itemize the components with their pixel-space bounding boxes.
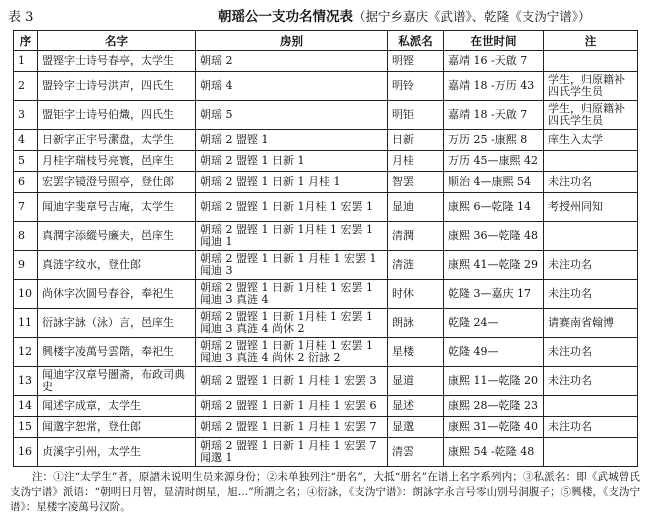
- cell-note: 庠生入太学: [544, 130, 638, 151]
- table-row: [14, 309, 638, 338]
- cell-no: 15: [14, 417, 38, 438]
- cell-paiming: 明铃: [388, 72, 444, 101]
- cell-years: 嘉靖 18 -天啟 7: [444, 101, 544, 130]
- table-title-text: 朝瑶公一支功名情况表: [218, 9, 353, 25]
- cell-name: 闻迪字斐章号吉庵，太学生: [38, 193, 196, 222]
- cell-paiming: 日新: [388, 130, 444, 151]
- cell-years: 康熙 11—乾隆 20: [444, 367, 544, 396]
- cell-name: 闻邈字恕常，登仕郎: [38, 417, 196, 438]
- cell-name: 贞溪字引州，太学生: [38, 438, 196, 467]
- cell-no: 6: [14, 172, 38, 193]
- table-row: [14, 51, 638, 72]
- col-header-years: 在世时间: [444, 31, 544, 51]
- title-row: [8, 4, 642, 26]
- cell-no: 5: [14, 151, 38, 172]
- cell-no: 2: [14, 72, 38, 101]
- cell-years: 康熙 6—乾隆 14: [444, 193, 544, 222]
- cell-name: 真潤字添縱号廉夫，邑庠生: [38, 222, 196, 251]
- cell-no: 7: [14, 193, 38, 222]
- cell-note: 考授州同知: [544, 193, 638, 222]
- cell-name: 日新字正宇号潔盘，太学生: [38, 130, 196, 151]
- cell-branch: 朝瑶 2 盟铿 1 日新 1月桂 1 宏罢 1 闻迪 1: [196, 222, 388, 251]
- cell-branch: 朝瑶 2 盟铿 1 日新 1月桂 1 宏罢 1 闻迪 3 真涟 4: [196, 280, 388, 309]
- cell-years: 康熙 54 -乾隆 48: [444, 438, 544, 467]
- table-row: [14, 193, 638, 222]
- col-header-paiming: 私派名: [388, 31, 444, 51]
- cell-branch: 朝瑶 2 盟铿 1 日新 1 月桂 1 宏罢 7: [196, 417, 388, 438]
- cell-branch: 朝瑶 2 盟铿 1 日新 1 月桂 1: [196, 172, 388, 193]
- cell-note: 学生，归原籍补四氏学生员: [544, 72, 638, 101]
- cell-branch: 朝瑶 2 盟铿 1 日新 1: [196, 151, 388, 172]
- cell-years: 乾隆 3—嘉庆 17: [444, 280, 544, 309]
- cell-no: 1: [14, 51, 38, 72]
- cell-branch: 朝瑶 2: [196, 51, 388, 72]
- cell-paiming: 明铿: [388, 51, 444, 72]
- table-row: [14, 338, 638, 367]
- col-header-note: 注: [544, 31, 638, 51]
- col-header-name: 名字: [38, 31, 196, 51]
- table-row: [14, 396, 638, 417]
- table-title: [218, 5, 591, 25]
- cell-name: 盟铿字士诗号春亭，太学生: [38, 51, 196, 72]
- cell-branch: 朝瑶 2 盟铿 1 日新 1 月桂 1 宏罢 6: [196, 396, 388, 417]
- cell-paiming: 显道: [388, 367, 444, 396]
- col-header-no: 序: [14, 31, 38, 51]
- cell-paiming: 清潤: [388, 222, 444, 251]
- cell-name: 盟钜字士诗号伯熾，四氏生: [38, 101, 196, 130]
- cell-branch: 朝瑶 5: [196, 101, 388, 130]
- cell-branch: 朝瑶 2 盟铿 1: [196, 130, 388, 151]
- table-row: [14, 438, 638, 467]
- cell-note: [544, 438, 638, 467]
- table-row: [14, 151, 638, 172]
- cell-years: 万历 45—康熙 42: [444, 151, 544, 172]
- cell-years: 嘉靖 18 -万历 43: [444, 72, 544, 101]
- cell-no: 8: [14, 222, 38, 251]
- cell-no: 12: [14, 338, 38, 367]
- cell-name: 闻迪字汉章号闇斋，布政司典史: [38, 367, 196, 396]
- cell-note: [544, 51, 638, 72]
- cell-branch: 朝瑶 2 盟铿 1 日新 1月桂 1 宏罢 1 闻迪 3 真涟 4 尚休 2 衍詠 2: [196, 338, 388, 367]
- cell-years: 万历 25 -康熙 8: [444, 130, 544, 151]
- cell-note: 请赛南省翰博: [544, 309, 638, 338]
- table-source: （据宁乡嘉庆《武谱》、乾隆《支沩宁谱》）: [353, 9, 591, 24]
- cell-note: 未注功名: [544, 367, 638, 396]
- cell-branch: 朝瑶 2 盟铿 1 日新 1月桂 1 宏罢 1: [196, 193, 388, 222]
- cell-years: 康熙 28—乾隆 23: [444, 396, 544, 417]
- cell-branch: 朝瑶 4: [196, 72, 388, 101]
- cell-paiming: 清涟: [388, 251, 444, 280]
- lineage-table: [13, 30, 638, 467]
- cell-note: 未注功名: [544, 172, 638, 193]
- table-row: [14, 101, 638, 130]
- cell-name: 尚休字次圆号春谷，奉祀生: [38, 280, 196, 309]
- cell-no: 9: [14, 251, 38, 280]
- cell-years: 顺治 4—康熙 54: [444, 172, 544, 193]
- table-row: [14, 251, 638, 280]
- cell-paiming: 清雲: [388, 438, 444, 467]
- cell-name: 盟铃字士诗号洪声，四氏生: [38, 72, 196, 101]
- cell-note: 未注功名: [544, 251, 638, 280]
- cell-branch: 朝瑶 2 盟铿 1 日新 1 月桂 1 宏罢 1 闻迪 3: [196, 251, 388, 280]
- cell-note: [544, 151, 638, 172]
- cell-paiming: 星楼: [388, 338, 444, 367]
- cell-years: 嘉靖 16 -天啟 7: [444, 51, 544, 72]
- cell-note: 未注功名: [544, 417, 638, 438]
- cell-paiming: 月桂: [388, 151, 444, 172]
- cell-name: 月桂字瑞枝号亮寰，邑庠生: [38, 151, 196, 172]
- cell-note: [544, 222, 638, 251]
- cell-paiming: 时休: [388, 280, 444, 309]
- cell-no: 13: [14, 367, 38, 396]
- cell-paiming: 显述: [388, 396, 444, 417]
- cell-no: 16: [14, 438, 38, 467]
- cell-no: 11: [14, 309, 38, 338]
- cell-paiming: 明钜: [388, 101, 444, 130]
- cell-no: 10: [14, 280, 38, 309]
- cell-branch: 朝瑶 2 盟铿 1 日新 1 月桂 1 宏罢 3: [196, 367, 388, 396]
- table-row: [14, 172, 638, 193]
- cell-name: 興楼字凌萬号雲階，奉祀生: [38, 338, 196, 367]
- footnote: 注：①注“太学生”者，原譜未说明生员来源身份；②未单独列注“册名”，大抵“册名”在谱上名字系列内；③私派名：即《武城曾氏支沩宁谱》派语：“朝明日月智，显清时朗星，旭…”所謂之名；④衍詠，《支沩宁谱》：朗詠字永言号零山别号洞腹子；⑤興楼，《支沩宁谱》：星楼字凌萬号汉阶。: [10, 471, 640, 513]
- cell-note: 未注功名: [544, 280, 638, 309]
- cell-note: 学生，归原籍补四氏学生员: [544, 101, 638, 130]
- cell-no: 3: [14, 101, 38, 130]
- cell-years: 康熙 36—乾隆 48: [444, 222, 544, 251]
- table-row: [14, 417, 638, 438]
- cell-paiming: 智罢: [388, 172, 444, 193]
- cell-branch: 朝瑶 2 盟铿 1 日新 1 月桂 1 宏罢 7 闻邈 1: [196, 438, 388, 467]
- cell-paiming: 显迪: [388, 193, 444, 222]
- col-header-branch: 房别: [196, 31, 388, 51]
- cell-name: 真涟字纹水，登仕郎: [38, 251, 196, 280]
- cell-no: 4: [14, 130, 38, 151]
- cell-branch: 朝瑶 2 盟铿 1 日新 1月桂 1 宏罢 1 闻迪 3 真涟 4 尚休 2: [196, 309, 388, 338]
- cell-years: 康熙 41—乾隆 29: [444, 251, 544, 280]
- cell-name: 衍詠字詠（泳）言，邑庠生: [38, 309, 196, 338]
- cell-note: 未注功名: [544, 338, 638, 367]
- cell-paiming: 朗詠: [388, 309, 444, 338]
- cell-years: 乾隆 49—: [444, 338, 544, 367]
- cell-years: 乾隆 24—: [444, 309, 544, 338]
- table-row: [14, 280, 638, 309]
- cell-name: 宏罢字镜澄号照亭，登仕郎: [38, 172, 196, 193]
- cell-no: 14: [14, 396, 38, 417]
- cell-paiming: 显邈: [388, 417, 444, 438]
- cell-years: 康熙 31—乾隆 40: [444, 417, 544, 438]
- header-row: [14, 31, 638, 51]
- table-row: [14, 367, 638, 396]
- table-row: [14, 130, 638, 151]
- table-row: [14, 72, 638, 101]
- cell-note: [544, 396, 638, 417]
- cell-name: 闻述字成章，太学生: [38, 396, 196, 417]
- table-row: [14, 222, 638, 251]
- table-label: 表 3: [8, 10, 34, 25]
